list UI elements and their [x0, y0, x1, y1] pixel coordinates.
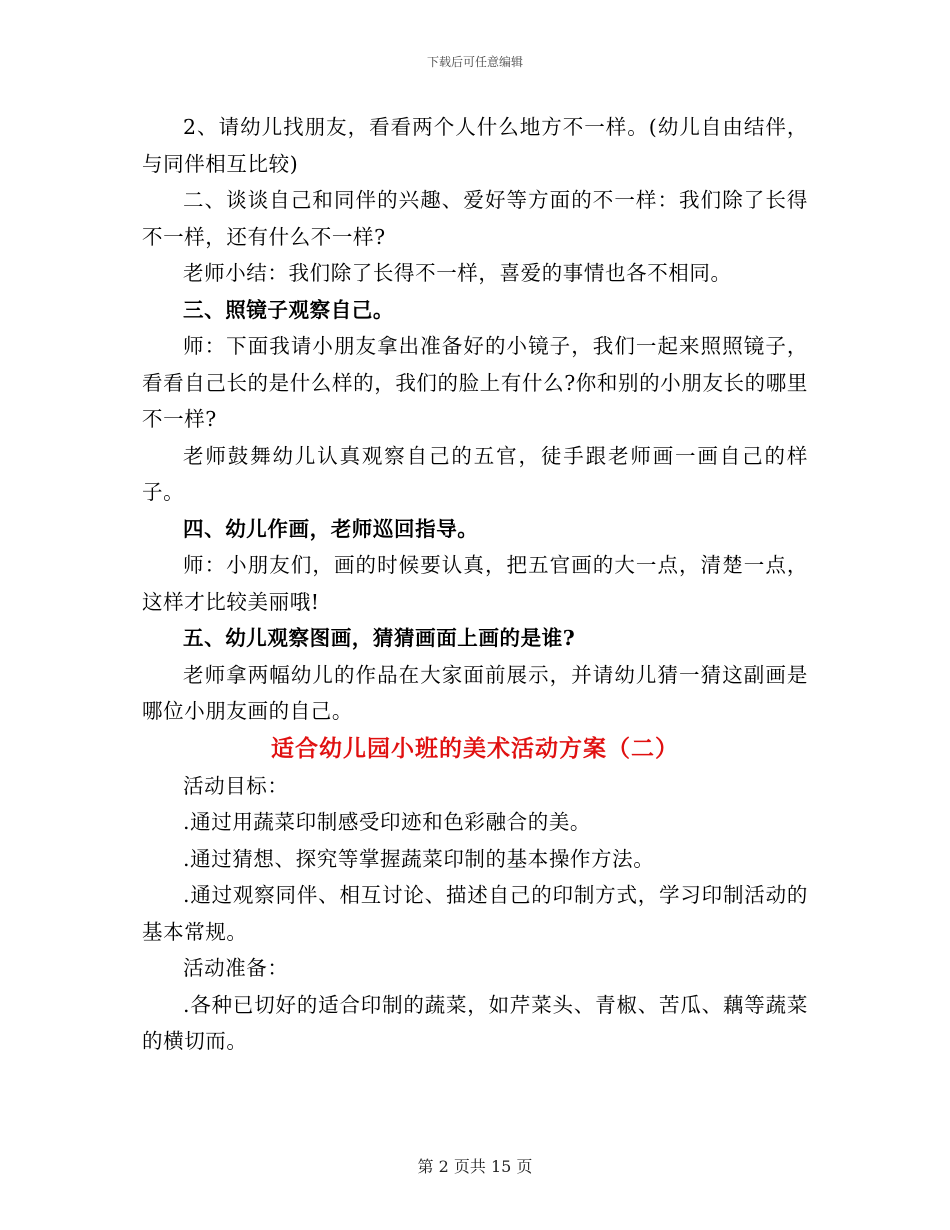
- paragraph-goals-label: 活动目标：: [183, 773, 289, 798]
- heading-drawing: 四、幼儿作画，老师巡回指导。: [183, 516, 479, 541]
- paragraph-observe-features: 老师鼓舞幼儿认真观察自己的五官，徒手跟老师画一画自己的样子。: [142, 443, 808, 504]
- paragraph-goal-3: .通过观察同伴、相互讨论、描述自己的印制方式，学习印制活动的基本常规。: [142, 883, 808, 944]
- paragraph-prep-label: 活动准备：: [183, 956, 289, 980]
- paragraph-find-friends: 2、请幼儿找朋友，看看两个人什么地方不一样。(幼儿自由结伴，与同伴相互比较): [142, 115, 808, 176]
- section-title: 适合幼儿园小班的美术活动方案（二）: [271, 734, 679, 762]
- paragraph-teacher-summary: 老师小结：我们除了长得不一样，喜爱的事情也各不相同。: [183, 261, 732, 285]
- page-footer: 第 2 页共 15 页: [417, 1157, 533, 1176]
- paragraph-show-works: 老师拿两幅幼儿的作品在大家面前展示，并请幼儿猜一猜这副画是哪位小朋友画的自己。: [142, 662, 808, 723]
- page-header: 下载后可任意编辑: [426, 55, 523, 69]
- heading-guess: 五、幼儿观察图画，猜猜画面上画的是谁?: [183, 626, 576, 650]
- paragraph-drawing-instructions: 师：小朋友们，画的时候要认真，把五官画的大一点，清楚一点，这样才比较美丽哦!: [142, 553, 808, 614]
- paragraph-goal-1: .通过用蔬菜印制感受印迹和色彩融合的美。: [183, 810, 592, 834]
- paragraph-prep-1: .各种已切好的适合印制的蔬菜，如芹菜头、青椒、苦瓜、藕等蔬菜的横切而。: [142, 992, 808, 1053]
- paragraph-interests: 二、谈谈自己和同伴的兴趣、爱好等方面的不一样：我们除了长得不一样，还有什么不一样?: [142, 188, 808, 249]
- heading-mirror: 三、照镜子观察自己。: [183, 297, 394, 322]
- document-body: [142, 109, 808, 1060]
- paragraph-goal-2: .通过猜想、探究等掌握蔬菜印制的基本操作方法。: [183, 846, 655, 871]
- paragraph-mirror-instructions: 师：下面我请小朋友拿出准备好的小镜子，我们一起来照照镜子，看看自己长的是什么样的，我们的脸上有什么?你和别的小朋友长的哪里不一样?: [142, 334, 808, 431]
